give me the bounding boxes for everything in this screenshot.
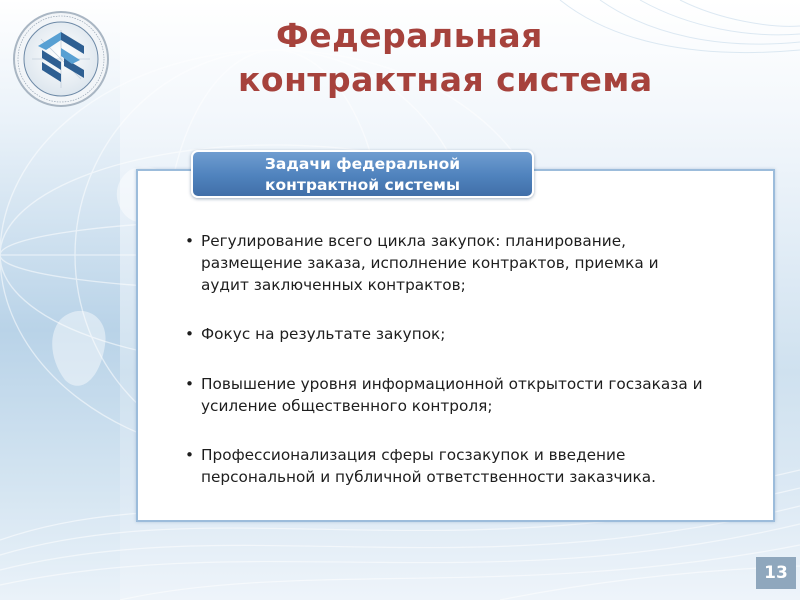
task-item [181, 444, 751, 488]
tasks-panel-header-line2: контрактной системы [265, 176, 460, 194]
task-item-line: • Фокус на результате закупок; [201, 325, 446, 343]
task-item-line: • Профессионализация сферы госзакупок и введение [201, 446, 626, 464]
tasks-list [181, 230, 751, 488]
task-item-line: персональной и публичной ответственности заказчика. [201, 468, 656, 486]
task-item [181, 323, 751, 345]
task-item-line: • Регулирование всего цикла закупок: планирование, [201, 232, 627, 250]
task-item [181, 373, 751, 417]
slide-title [0, 0, 800, 110]
tasks-panel-header [191, 150, 534, 198]
task-item-line: размещение заказа, исполнение контрактов, приемка и [201, 254, 659, 272]
task-item-line: усиление общественного контроля; [201, 397, 493, 415]
slide-title-line2: контрактная система [238, 60, 653, 99]
tasks-panel-header-line1: Задачи федеральной [264, 155, 461, 173]
page-number-badge: 13 [756, 557, 796, 589]
task-item [181, 230, 751, 296]
slide-title-line1: Федеральная [276, 16, 543, 55]
task-item-line: аудит заключенных контрактов; [201, 276, 466, 294]
task-item-line: • Повышение уровня информационной открытости госзаказа и [201, 375, 703, 393]
